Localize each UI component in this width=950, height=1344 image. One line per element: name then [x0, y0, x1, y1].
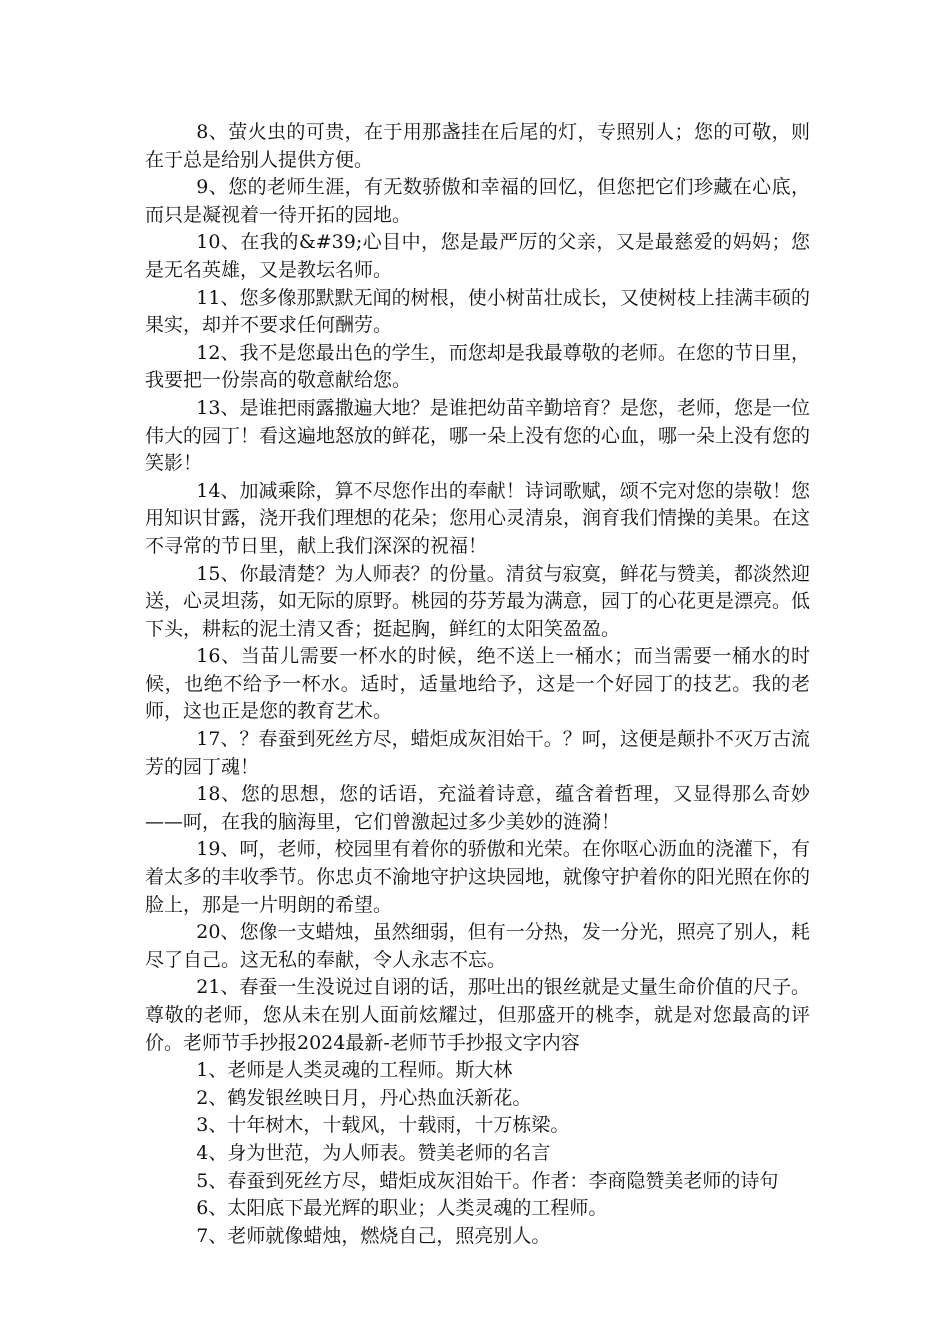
list-item: 2、鹤发银丝映日月，丹心热血沃新花。 — [196, 1086, 532, 1109]
list-item: 6、太阳底下最光辉的职业；人类灵魂的工程师。 — [196, 1197, 608, 1220]
list-item: 4、身为世范，为人师表。赞美老师的名言 — [196, 1141, 551, 1164]
list-item: 3、十年树木，十载风，十载雨，十万栋梁。 — [196, 1114, 570, 1137]
paragraph: 17、？春蚕到死丝方尽，蜡炬成灰泪始干。？呵，这便是颠扑不灭万古流芳的园丁魂！ — [145, 728, 810, 778]
paragraph: 12、我不是您最出色的学生，而您却是我最尊敬的老师。在您的节日里，我要把一份崇高的敬意献给您。 — [145, 341, 810, 392]
paragraph: 21、春蚕一生没说过自诩的话，那吐出的银丝就是丈量生命价值的尺子。尊敬的老师，您从未在别人面前炫耀过，但那盛开的桃李，就是对您最高的评价。老师节手抄报2024最新-老师节手抄报文字内容 — [145, 976, 810, 1054]
paragraph: 11、您多像那默默无闻的树根，使小树苗壮成长，又使树枝上挂满丰硕的果实，却并不要求任何酬劳。 — [145, 286, 810, 337]
paragraph: 13、是谁把雨露撒遍大地？是谁把幼苗辛勤培育？是您，老师，您是一位伟大的园丁！看这遍地怒放的鲜花，哪一朵上没有您的心血，哪一朵上没有您的笑影！ — [145, 396, 811, 475]
list-item: 5、春蚕到死丝方尽，蜡炬成灰泪始干。作者：李商隐赞美老师的诗句 — [196, 1169, 779, 1192]
paragraph: 18、您的思想，您的话语，充溢着诗意，蕴含着哲理，又显得那么奇妙——呵，在我的脑海里，它们曾激起过多少美妙的涟漪！ — [145, 783, 810, 833]
paragraph: 20、您像一支蜡烛，虽然细弱，但有一分热，发一分光，照亮了别人，耗尽了自己。这无私的奉献，令人永志不忘。 — [145, 921, 810, 971]
paragraph: 9、您的老师生涯，有无数骄傲和幸福的回忆，但您把它们珍藏在心底，而只是凝视着一待开拓的园地。 — [145, 176, 810, 226]
list-item: 7、老师就像蜡烛，燃烧自己，照亮别人。 — [196, 1224, 551, 1247]
paragraph: 16、当苗儿需要一杯水的时候，绝不送上一桶水；而当需要一桶水的时候，也绝不给予一杯水。适时，适量地给予，这是一个好园丁的技艺。我的老师，这也正是您的教育艺术。 — [145, 645, 810, 723]
paragraph: 19、呵，老师，校园里有着你的骄傲和光荣。在你呕心沥血的浇灌下，有着太多的丰收季节。你忠贞不渝地守护这块园地，就像守护着你的阳光照在你的脸上，那是一片明朗的希望。 — [145, 838, 811, 916]
paragraph: 14、加减乘除，算不尽您作出的奉献！诗词歌赋，颂不完对您的崇敬！您用知识甘露，浇开我们理想的花朵；您用心灵清泉，润育我们情操的美果。在这不寻常的节日里，献上我们深深的祝福！ — [145, 479, 811, 557]
paragraph: 8、萤火虫的可贵，在于用那盏挂在后尾的灯，专照别人；您的可敬，则在于总是给别人提供方便。 — [145, 121, 810, 171]
paragraph: 10、在我的&#39;心目中，您是最严厉的父亲，又是最慈爱的妈妈；您是无名英雄，又是教坛名师。 — [145, 231, 810, 281]
list-item: 1、老师是人类灵魂的工程师。斯大林 — [196, 1059, 513, 1082]
document-body — [145, 119, 810, 1250]
paragraph: 15、你最清楚？为人师表？的份量。清贫与寂寞，鲜花与赞美，都淡然迎送，心灵坦荡，如无际的原野。桃园的芬芳最为满意，园丁的心花更是漂亮。低下头，耕耘的泥土清又香；挺起胸，鲜红的太阳笑盈盈。 — [145, 562, 811, 640]
